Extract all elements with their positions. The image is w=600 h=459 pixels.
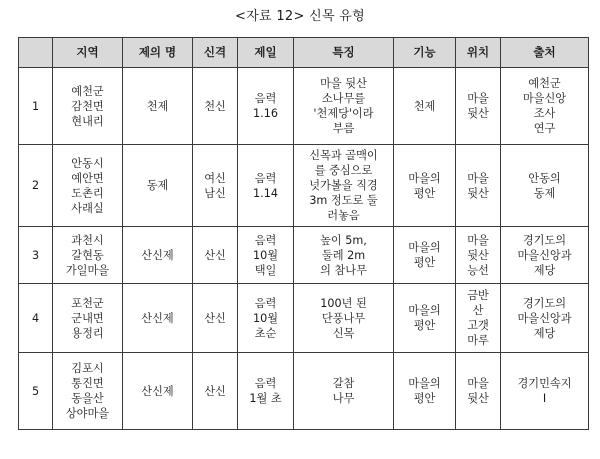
cell-function: 천제 — [394, 68, 456, 145]
table-row — [19, 145, 589, 227]
cell-feature: 100년 된 단풍나무 신목 — [294, 284, 394, 353]
cell-region: 과천시 갈현동 가일마을 — [53, 227, 123, 284]
document-title: <자료 12> 신목 유형 — [235, 9, 365, 24]
cell-source: 안동의 동제 — [501, 145, 589, 227]
col-header-region: 지역 — [53, 38, 123, 68]
col-header-deity: 신격 — [193, 38, 238, 68]
cell-feature: 갈참 나무 — [294, 353, 394, 430]
cell-feature: 높이 5m, 둘레 2m 의 참나무 — [294, 227, 394, 284]
cell-location: 금반 산 고갯 마루 — [456, 284, 501, 353]
cell-function: 마을의 평안 — [394, 284, 456, 353]
cell-function: 마을의 평안 — [394, 145, 456, 227]
cell-no: 1 — [19, 68, 53, 145]
table-row — [19, 227, 589, 284]
cell-ritual: 산신제 — [123, 284, 193, 353]
sacred-tree-table — [18, 37, 589, 430]
col-header-ritual: 제의 명 — [123, 38, 193, 68]
cell-function: 마을의 평안 — [394, 353, 456, 430]
cell-location: 마을 뒷산 능선 — [456, 227, 501, 284]
cell-ritual: 산신제 — [123, 353, 193, 430]
cell-source: 경기도의 마을신앙과 제당 — [501, 284, 589, 353]
cell-date: 음력 1.14 — [238, 145, 294, 227]
cell-date: 음력 1.16 — [238, 68, 294, 145]
table-header-row — [19, 38, 589, 68]
cell-region: 포천군 군내면 용정리 — [53, 284, 123, 353]
cell-no: 4 — [19, 284, 53, 353]
cell-ritual: 산신제 — [123, 227, 193, 284]
cell-deity: 산신 — [193, 284, 238, 353]
col-header-location: 위치 — [456, 38, 501, 68]
cell-ritual: 천제 — [123, 68, 193, 145]
cell-deity: 산신 — [193, 353, 238, 430]
cell-deity: 산신 — [193, 227, 238, 284]
cell-deity: 여신 남신 — [193, 145, 238, 227]
table-row — [19, 353, 589, 430]
cell-date: 음력 10월 택일 — [238, 227, 294, 284]
cell-location: 마을 뒷산 — [456, 145, 501, 227]
cell-no: 3 — [19, 227, 53, 284]
col-header-no — [19, 38, 53, 68]
col-header-source: 출처 — [501, 38, 589, 68]
cell-no: 2 — [19, 145, 53, 227]
table-row — [19, 68, 589, 145]
cell-region: 예천군 감천면 현내리 — [53, 68, 123, 145]
cell-ritual: 동제 — [123, 145, 193, 227]
col-header-function: 기능 — [394, 38, 456, 68]
cell-source: 예천군 마을신앙 조사 연구 — [501, 68, 589, 145]
table-row — [19, 284, 589, 353]
col-header-feature: 특징 — [294, 38, 394, 68]
cell-source: 경기민속지 I — [501, 353, 589, 430]
cell-no: 5 — [19, 353, 53, 430]
cell-feature: 마을 뒷산 소나무를 '천제당'이라 부름 — [294, 68, 394, 145]
cell-region: 안동시 예안면 도촌리 사래실 — [53, 145, 123, 227]
cell-function: 마을의 평안 — [394, 227, 456, 284]
cell-date: 음력 1월 초 — [238, 353, 294, 430]
cell-location: 마을 뒷산 — [456, 68, 501, 145]
cell-deity: 천신 — [193, 68, 238, 145]
cell-region: 김포시 통진면 동을산 상야마을 — [53, 353, 123, 430]
col-header-date: 제일 — [238, 38, 294, 68]
cell-source: 경기도의 마을신앙과 제당 — [501, 227, 589, 284]
cell-location: 마을 뒷산 — [456, 353, 501, 430]
cell-feature: 신목과 골맥이 를 중심으로 넛가볼을 직경 3m 정도로 둘 러놓음 — [294, 145, 394, 227]
cell-date: 음력 10월 초순 — [238, 284, 294, 353]
